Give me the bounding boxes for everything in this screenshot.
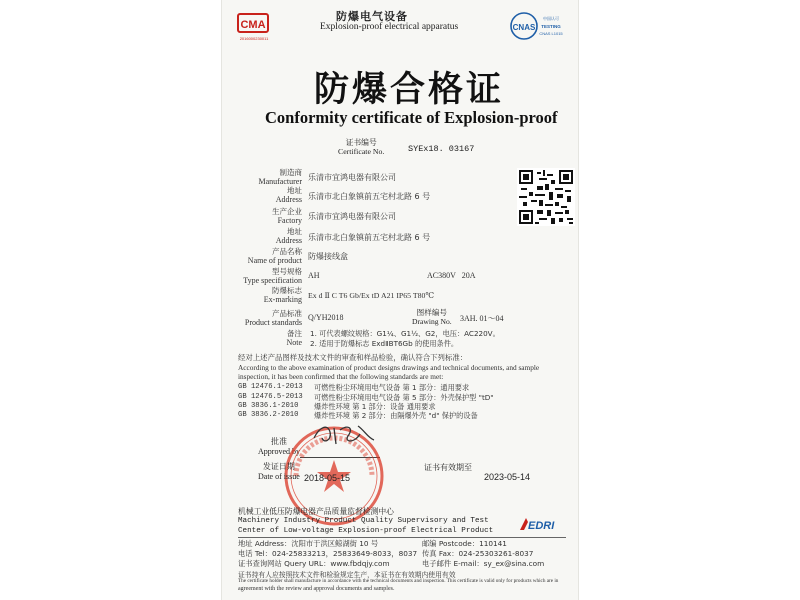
- manufacturer-value: 乐清市宜鸿电器有限公司: [308, 173, 396, 182]
- valid-until-label: 证书有效期至: [424, 463, 472, 472]
- issue-label: 发证日期 Date of issue: [258, 462, 300, 481]
- note-line-1: 1. 可代表螺纹规格：G1¼、G1½、G2，电压：AC220V。: [310, 329, 500, 338]
- note-label: 备注 Note: [286, 329, 302, 347]
- valid-until-date: 2023-05-14: [484, 472, 531, 482]
- drawing-value: 3AH. 01～04: [460, 314, 504, 323]
- factory-label: 生产企业 Factory: [272, 207, 302, 225]
- certificate-sheet: [222, 0, 578, 600]
- standard-code: GB 3836.1-2010: [238, 402, 299, 410]
- standard-desc: 爆炸性环境 第 2 部分：由隔爆外壳 "d" 保护的设备: [314, 411, 478, 420]
- validity-note-zh: 证书持有人应按照技术文件和检验规定生产，本证书在有效期内使用有效: [238, 571, 456, 579]
- approved-label: 批准 Approved by: [258, 437, 300, 456]
- footer-fax: 传真 Fax：024-25303261-8037: [422, 549, 534, 558]
- svg-text:2016000230011: 2016000230011: [239, 36, 269, 41]
- footer-query-url: 证书查询网站 Query URL：www.fbdqjy.com: [238, 559, 390, 568]
- factory-value: 乐清市宜鸿电器有限公司: [308, 212, 396, 221]
- factory-address-value: 乐清市北白象镇前五宅村北路 6 号: [308, 233, 431, 242]
- svg-text:EDRI: EDRI: [528, 520, 555, 532]
- category-en: Explosion-proof electrical apparatus: [320, 22, 459, 32]
- product-label: 产品名称 Name of product: [247, 247, 302, 265]
- type-value: AH: [308, 271, 320, 280]
- svg-text:CMA: CMA: [240, 19, 266, 31]
- according-en-1: According to the above examination of product designs drawings and technical documents, and sample: [238, 363, 540, 372]
- factory-address-label: 地址 Address: [275, 227, 302, 245]
- org-name-en-2: Center of Low-voltage Explosion-proof Electrical Product: [238, 527, 494, 535]
- note-line-2: 2. 适用于防爆标志 ExdⅡBT6Gb 的使用条件。: [310, 339, 459, 348]
- category-zh: 防爆电气设备: [336, 10, 408, 23]
- address-value: 乐清市北白象镇前五宅村北路 6 号: [308, 192, 431, 201]
- title-en: Conformity certificate of Explosion-proof: [265, 108, 558, 127]
- standard-desc: 可燃性粉尘环境用电气设备 第 5 部分：外壳保护型 "tD": [314, 393, 494, 402]
- footer-email: 电子邮件 E-mail：sy_ex@sina.com: [422, 559, 545, 568]
- manufacturer-label: 制造商 Manufacturer: [258, 168, 302, 186]
- according-zh: 经对上述产品图样及技术文件的审查和样品检验，确认符合下列标准：: [238, 353, 468, 362]
- cert-no-label: 证书编号 Certificate No.: [338, 138, 385, 156]
- issue-date: 2018-05-15: [304, 473, 351, 483]
- org-name-zh: 机械工业低压防爆电器产品质量监督检测中心: [238, 507, 394, 516]
- edri-logo: [518, 516, 562, 532]
- according-en-2: inspection, it has been confirmed that the following standards are met:: [238, 372, 444, 381]
- marking-value: Ex d Ⅱ C T6 Gb/Ex tD A21 IP65 T80℃: [308, 291, 435, 300]
- footer-divider: [238, 537, 566, 538]
- title-zh: 防爆合格证: [314, 70, 505, 110]
- standard-code: GB 3836.2-2010: [238, 411, 299, 419]
- address-label: 地址 Address: [275, 186, 302, 204]
- footer-address: 地址 Address：沈阳市于洪区鲸湖街 10 号: [238, 539, 379, 548]
- svg-text:CNAS: CNAS: [512, 23, 536, 32]
- type-label: 型号规格 Type specification: [243, 267, 302, 285]
- footer-tel: 电话 Tel：024-25833213，25833649-8033，8037: [238, 549, 418, 558]
- cert-no-value: SYEx18. 03167: [408, 144, 475, 154]
- standard-desc: 可燃性粉尘环境用电气设备 第 1 部分：通用要求: [314, 383, 470, 392]
- svg-text:CNAS L1015: CNAS L1015: [539, 31, 563, 36]
- standards-label: 产品标准 Product standards: [244, 309, 302, 327]
- product-value: 防爆接线盒: [308, 252, 348, 261]
- validity-note-en-1: The certificate holder shall manufacture in accordance with the technical documents and inspection. This certificate is valid only for products which are in: [238, 578, 559, 584]
- drawing-label: 图样编号 Drawing No.: [412, 308, 452, 326]
- standard-code: GB 12476.1-2013: [238, 383, 303, 391]
- validity-note-en-2: agreement with the review and approval documents and samples.: [238, 586, 395, 592]
- cnas-logo: [509, 9, 567, 45]
- cma-logo: [236, 10, 276, 44]
- signature-mark: [308, 420, 378, 450]
- org-name-en-1: Machinery Industry Product Quality Supervisory and Test: [238, 517, 489, 525]
- qr-code: [517, 168, 575, 226]
- type-rating: AC380V 20A: [427, 271, 476, 280]
- footer-postcode: 邮编 Postcode：110141: [422, 539, 507, 548]
- standard-desc: 爆炸性环境 第 1 部分：设备 通用要求: [314, 402, 436, 411]
- standards-value: Q/YH2018: [308, 313, 344, 322]
- svg-text:TESTING: TESTING: [541, 24, 561, 29]
- standard-code: GB 12476.5-2013: [238, 393, 303, 401]
- svg-text:中国认可: 中国认可: [543, 16, 559, 21]
- marking-label: 防爆标志 Ex-marking: [263, 286, 302, 304]
